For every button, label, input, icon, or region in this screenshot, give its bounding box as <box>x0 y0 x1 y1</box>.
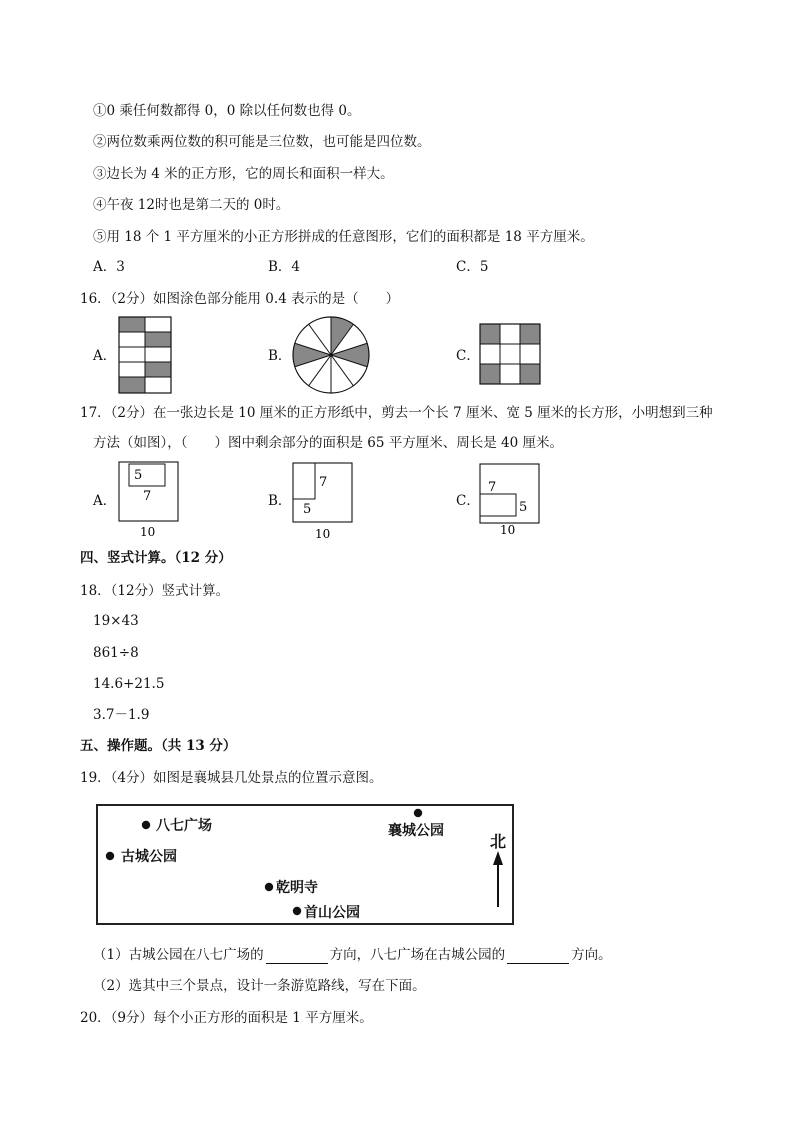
option-a: A．3 <box>93 259 125 275</box>
q17-figure-b <box>290 460 356 542</box>
statement-2: ②两位数乘两位数的积可能是三位数，也可能是四位数。 <box>93 134 431 150</box>
calc-problem-3: 14.6+21.5 <box>93 676 165 692</box>
q17-label-b: B． <box>268 493 292 509</box>
q17-stem-line1: 17．（2分）在一张边长是 10 厘米的正方形纸中，剪去一个长 7 厘米、宽 5 厘米的长方形，小明想到三种 <box>80 405 713 421</box>
statement-1: ①0 乘任何数都得 0，0 除以任何数也得 0。 <box>93 103 361 119</box>
option-b: B．4 <box>268 259 301 275</box>
north-label: 北 <box>490 832 507 851</box>
place-xiangcheng-park: 襄城公园 <box>388 823 444 839</box>
q17a-label-7: 7 <box>143 489 152 504</box>
q18-stem: 18．（12分）竖式计算。 <box>80 583 230 599</box>
statement-3: ③边长为 4 米的正方形，它的周长和面积一样大。 <box>93 166 394 182</box>
statement-5: ⑤用 18 个 1 平方厘米的小正方形拼成的任意图形，它们的面积都是 18 平方厘米。 <box>93 229 594 245</box>
q16-stem: 16．（2分）如图涂色部分能用 0.4 表示的是（ ） <box>80 291 400 307</box>
q17b-label-5: 5 <box>303 502 312 517</box>
q19-part1 <box>93 946 612 964</box>
q20-stem: 20．（9分）每个小正方形的面积是 1 平方厘米。 <box>80 1010 373 1026</box>
place-qianming-temple: 乾明寺 <box>276 880 318 896</box>
north-arrow-icon <box>493 851 503 907</box>
q17-figure-c <box>477 460 543 540</box>
scenic-map <box>95 803 515 927</box>
q17a-label-10: 10 <box>140 525 156 539</box>
statement-4: ④午夜 12时也是第二天的 0时。 <box>93 197 290 213</box>
calc-problem-4: 3.7－1.9 <box>93 707 150 723</box>
q17b-label-10: 10 <box>315 527 331 541</box>
q16-label-a: A． <box>93 348 117 364</box>
section4-heading: 四、竖式计算。（12 分） <box>80 550 232 566</box>
q17-figure-a <box>116 460 182 540</box>
q17c-label-5: 5 <box>519 500 528 515</box>
q16-label-b: B． <box>268 348 292 364</box>
place-gucheng-park: 古城公园 <box>121 849 177 865</box>
q17c-label-7: 7 <box>488 480 497 495</box>
q19-stem: 19．（4分）如图是襄城县几处景点的位置示意图。 <box>80 770 383 786</box>
q17b-label-7: 7 <box>319 475 328 490</box>
q19-part2: （2）选其中三个景点，设计一条游览路线，写在下面。 <box>93 978 426 994</box>
q19-part1-a: （1）古城公园在八七广场的 <box>93 947 264 963</box>
q17-label-a: A． <box>93 493 117 509</box>
q16-figure-c <box>479 323 541 385</box>
answer-blank-2[interactable] <box>507 949 569 964</box>
q19-part1-c: 方向。 <box>571 947 612 963</box>
option-c: C．5 <box>456 259 489 275</box>
q17-label-c: C． <box>456 493 480 509</box>
place-shoushan-park: 首山公园 <box>304 905 360 921</box>
answer-blank-1[interactable] <box>266 949 328 964</box>
q16-label-c: C． <box>456 348 480 364</box>
q19-part1-b: 方向，八七广场在古城公园的 <box>329 947 506 963</box>
calc-problem-1: 19×43 <box>93 613 139 629</box>
calc-problem-2: 861÷8 <box>93 645 139 661</box>
q17a-label-5: 5 <box>134 468 143 483</box>
q17c-label-10: 10 <box>500 523 516 537</box>
place-bayi-square: 八七广场 <box>156 818 212 834</box>
section5-heading: 五、操作题。（共 13 分） <box>80 738 237 754</box>
q16-figure-b <box>291 315 371 395</box>
q16-figure-a <box>118 316 172 394</box>
q17-stem-line2: 方法（如图），（ ）图中剩余部分的面积是 65 平方厘米、周长是 40 厘米。 <box>93 435 564 451</box>
